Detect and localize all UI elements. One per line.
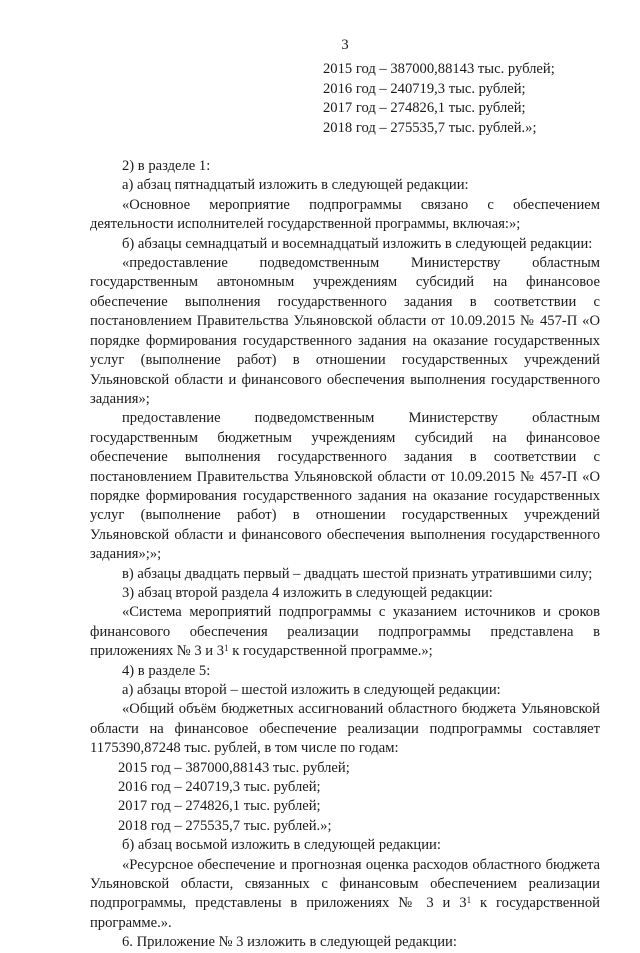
paragraph: 3) абзац второй раздела 4 изложить в следующей редакции:	[122, 584, 493, 601]
paragraph: в) абзацы двадцать первый – двадцать шестой признать утратившими силу;	[122, 565, 593, 582]
paragraph: а) абзацы второй – шестой изложить в следующей редакции:	[122, 682, 501, 698]
top-year-list	[90, 60, 600, 138]
year-line: 2018 год – 275535,7 тыс. рублей.»;	[118, 817, 332, 834]
year-line: 2018 год – 275535,7 тыс. рублей.»;	[323, 119, 537, 136]
paragraph: 2) в разделе 1:	[122, 158, 211, 175]
paragraph-text: к государственной программе.».	[90, 895, 600, 931]
paragraph	[90, 856, 600, 934]
paragraph-text: «Система мероприятий подпрограммы с указанием источников и сроков финансового обеспечения реализации подпрограммы представлена в приложениях № 3 и 3	[90, 604, 600, 660]
paragraph: предоставление подведомственным Министерству областным государственным бюджетным учреждениям субсидий на финансовое обеспечение выполнения государственного задания в соответствии с постановлением Правительства Ульяновской области от 10.09.2015 № 457-П «О порядке формирования государственного задания на оказание государственных услуг (выполнение работ) в отношении государственных учреждений Ульяновской области и финансового обеспечения выполнения государственного задания»;»;	[90, 410, 600, 563]
year-line: 2016 год – 240719,3 тыс. рублей;	[118, 779, 321, 796]
superscript: 1	[224, 643, 229, 654]
year-line: 2015 год – 387000,88143 тыс. рублей;	[323, 61, 555, 78]
page-number: 3	[341, 37, 349, 53]
paragraph: б) абзацы семнадцатый и восемнадцатый изложить в следующей редакции:	[122, 235, 593, 252]
year-list	[90, 759, 600, 837]
year-line: 2017 год – 274826,1 тыс. рублей;	[118, 798, 321, 815]
paragraph: 6. Приложение № 3 изложить в следующей редакции:	[122, 934, 457, 951]
paragraph-text: «Ресурсное обеспечение и прогнозная оценка расходов областного бюджета Ульяновской области, связанных с финансовым обеспечением реализации подпрограммы, представлены в приложениях № 3 и 3	[90, 856, 600, 912]
spacer	[90, 138, 600, 157]
year-line: 2015 год – 387000,88143 тыс. рублей;	[118, 759, 350, 776]
superscript: 1	[466, 895, 472, 906]
paragraph: «Общий объём бюджетных ассигнований областного бюджета Ульяновской области на финансовое обеспечение реализации подпрограммы составляет 1175390,87248 тыс. рублей, в том числе по годам:	[90, 701, 600, 757]
paragraph-text: к государственной программе.»;	[228, 643, 433, 660]
year-line: 2016 год – 240719,3 тыс. рублей;	[323, 80, 526, 97]
year-line: 2017 год – 274826,1 тыс. рублей;	[323, 100, 526, 117]
paragraph: а) абзац пятнадцатый изложить в следующей редакции:	[122, 177, 469, 194]
paragraph: «предоставление подведомственным Министерству областным государственным автономным учреждениям субсидий на финансовое обеспечение выполнения государственного задания в соответствии с постановлением Правительства Ульяновской области от 10.09.2015 № 457-П «О порядке формирования государственного задания на оказание государственных услуг (выполнение работ) в отношении государственных учреждений Ульяновской области и финансового обеспечения выполнения государственного задания»;	[90, 255, 600, 407]
paragraph	[90, 603, 600, 661]
paragraph: б) абзац восьмой изложить в следующей редакции:	[122, 837, 441, 854]
paragraph: «Основное мероприятие подпрограммы связано с обеспечением деятельности исполнителей государственной программы, включая:»;	[90, 196, 600, 233]
paragraph: 4) в разделе 5:	[122, 662, 211, 679]
